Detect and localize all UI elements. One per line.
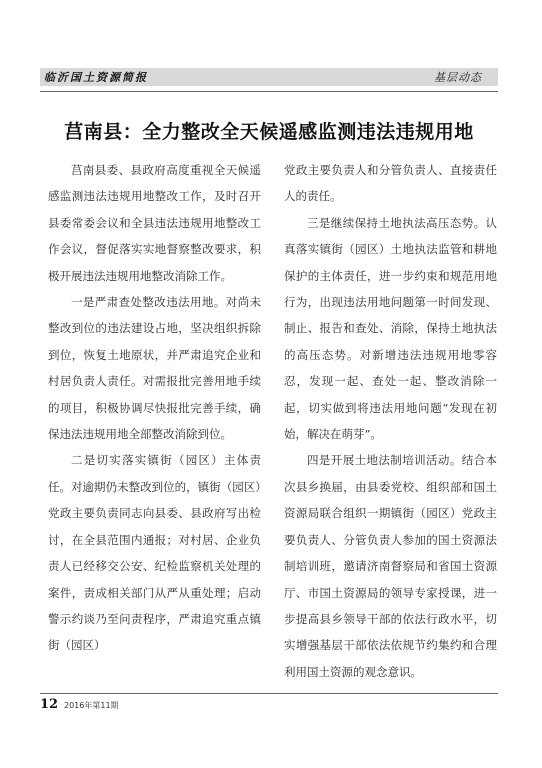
issue-label: 2016年第11期 (64, 701, 119, 710)
paragraph: 四是开展土地法制培训活动。结合本次县乡换届，由县委党校、组织部和国土资源局联合组织一期镇街（园区）党政主要负责人、分管负责人参加的国土资源法制培训班，邀请济南督察局和省国土资源厅、市国土资源局的领导专家授课，进一步提高县乡领导干部的依法行政水平，切实增强基层干部依法依规节约集约和合理利用国土资源的观念意识。 (284, 453, 497, 679)
paragraph: 莒南县委、县政府高度重视全天候遥感监测违法违规用地整改工作，及时召开县委常委会议和全县违法违规用地整改工作会议，督促落实实地督察整改要求，积极开展违法违规用地整改消除工作。 (48, 163, 261, 283)
footer-divider (40, 693, 498, 694)
article-title: 莒南县：全力整改全天候遥感监测违法违规用地 (64, 121, 474, 143)
publication-name: 临沂国土资源简报 (44, 71, 148, 84)
paragraph: 二是切实落实镇街（园区）主体责任。对逾期仍未整改到位的，镇街（园区）党政主要负责同志向县委、县政府写出检讨，在全县范围内通报；对村居、企业负责人已经移交公安、纪检监察机关处理的案件，责成相关部门从严从重处理；启动警示约谈乃至问责程序，严肃追究重点镇街（园区） (48, 453, 261, 653)
left-column (48, 157, 261, 659)
right-column (284, 157, 497, 685)
page-number: 12 (40, 697, 59, 712)
paragraph: 党政主要负责人和分管负责人、直接责任人的责任。 (284, 163, 497, 204)
paragraph: 一是严肃查处整改违法用地。对尚未整改到位的违法建设占地，坚决组织拆除到位，恢复土地原状，并严肃追究企业和村居负责人责任。对需报批完善用地手续的项目，积极协调尽快报批完善手续，确保违法违规用地全部整改消除到位。 (48, 295, 261, 442)
paragraph: 三是继续保持土地执法高压态势。认真落实镇街（园区）土地执法监管和耕地保护的主体责任，进一步约束和规范用地行为，出现违法用地问题第一时间发现、制止、报告和查处、消除，保持土地执法的高压态势。对新增违法违规用地零容忍，发现一起、查处一起、整改消除一起，切实做到将违法用地问题“发现在初始，解决在萌芽”。 (284, 215, 497, 442)
section-label: 基层动态 (434, 71, 482, 84)
header-divider (40, 91, 498, 92)
